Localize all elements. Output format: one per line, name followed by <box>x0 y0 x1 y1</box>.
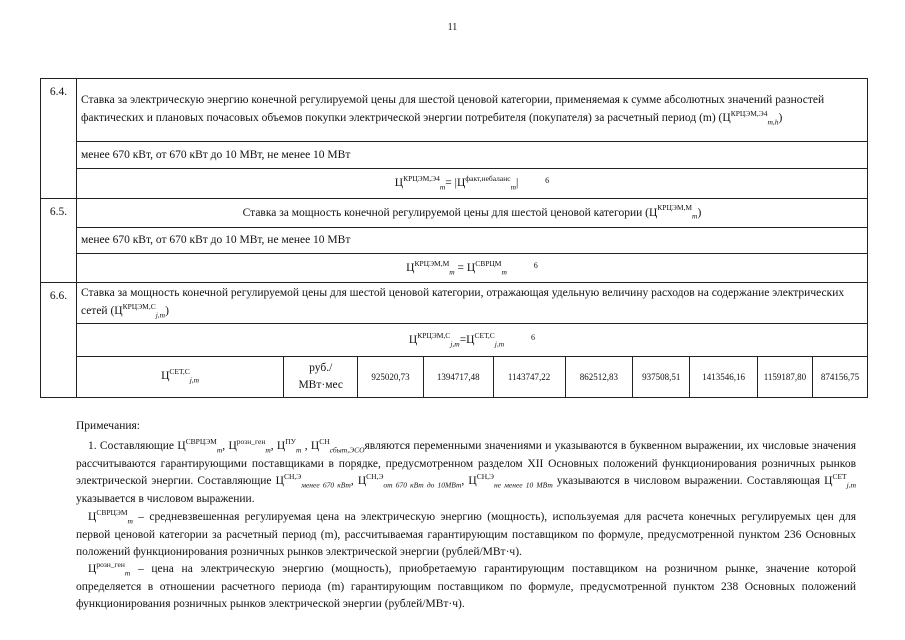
value-cell: 925020,73 <box>358 357 424 398</box>
value-cell: 1413546,16 <box>690 357 758 398</box>
row-6-6-tick: 6 <box>531 332 536 342</box>
row-6-5-title: Ставка за мощность конечной регулируемой цены для шестой ценовой категории $(Ц^{КРЦЭМ,М}_m)$ <box>76 199 867 228</box>
row-6-4-categories: менее 670 кВт, от 670 кВт до 10 МВт, не менее 10 МВт <box>76 142 867 169</box>
row-6-6-title: Ставка за мощность конечной регулируемой цены для шестой ценовой категории, отражающая удельную величину расходов на содержание электрических сетей $(Ц^{КРЦЭМ,С}_{j,m})$ <box>76 283 867 324</box>
row-6-4-title <box>76 79 867 142</box>
row-6-6-formula: $Ц^{КРЦЭМ,С}_{j,m}=Ц^{СЕТ,С}_{j,m}$ $^6$ <box>76 324 867 357</box>
value-cell: 937508,51 <box>633 357 690 398</box>
value-cell: 1159187,80 <box>757 357 812 398</box>
row-6-5-formula: $Ц^{КРЦЭМ,М}_m = Ц^{СВРЦМ}_m$ $^6$ <box>76 254 867 283</box>
note-3: $Ц^{розн\_ген}_m$ – цена на электрическую энергию (мощность), приобретаемую гарантирующим поставщиком на розничном рынке, значение которой определяется в отношении расчетного периода (m) гарантирующим поставщиком по формуле, предусмотренной пунктом 238 Основных положений функционирования розничных рынков электрической энергии (рублей/МВт·ч). <box>76 560 856 611</box>
row-6-6-data-symbol: $Ц^{СЕТ,С}_{j,m}$ <box>76 357 283 398</box>
row-6-6-values <box>41 357 868 398</box>
value-cell: 1143747,22 <box>493 357 565 398</box>
note-2: $Ц^{СВРЦЭМ}_m$ – средневзвешенная регулируемая цена на электрическую энергию (мощность), используемая для расчета конечных регулируемых цен для первой ценовой категории за расчетный период (m), рассчитываемая гарантирующим поставщиком по формуле, предусмотренной пунктом 236 Основных положений функционирования розничных рынков электрической энергии (рублей/МВт·ч). <box>76 508 856 558</box>
row-6-4-title-text: Ставка за электрическую энергию конечной регулируемой цены для шестой ценовой категории, применяемая к сумме абсолютных значений разностей фактических и плановых почасовых объемов покупки электрической энергии потребителя (покупателя) за расчетный период (m) <box>80 94 825 124</box>
notes-section <box>76 418 856 613</box>
page-number: 11 <box>447 22 458 33</box>
note-1: 1. Составляющие $Ц^{СВРЦЭМ}_m$, $Ц^{розн\_ген}_m$, $Ц^{ПУ}_m$ , $Ц^{СН}_{сбыт,ЭСО}являются$ переменными значениями и указываются в буквенном выражении, их числовые значения рассчитываются гарантирующими поставщиками в порядке, предусмотренном разделом XII Основных положений функционирования розничных рынков электрической энергии. Составляющие $Ц^{СН,Э}_{менее 670 кВт}$, $Ц^{СН,Э}_{от 670 кВт до 10МВт}$, $Ц^{СН,Э}_{не менее 10 МВт}$ указываются в числовом выражении. Составляющая $Ц^{СЕТ}_{j,m}$ указывается в числовом выражении. <box>76 436 856 506</box>
row-6-5-categories: менее 670 кВт, от 670 кВт до 10 МВт, не менее 10 МВт <box>76 227 867 254</box>
notes-title: Примечания: <box>76 420 140 432</box>
value-cell: 862512,83 <box>565 357 633 398</box>
row-number-6-5: 6.5. <box>41 199 77 283</box>
row-6-4-tick: 6 <box>545 175 550 185</box>
row-6-4-symbol: $(Ц^{КРЦЭМ,Э4}_{m,h})$ <box>718 108 783 127</box>
value-cell: 874156,75 <box>812 357 867 398</box>
value-cell: 1394717,48 <box>423 357 493 398</box>
tariff-table <box>40 78 868 398</box>
row-6-5-tick: 6 <box>533 260 538 270</box>
row-number-6-4: 6.4. <box>41 79 77 199</box>
row-number-6-6: 6.6. <box>41 283 77 398</box>
row-6-4-formula: $Ц^{КРЦЭМ,Э4}_m= |Ц^{факт,небаланс}_m|$ $^6$ <box>76 168 867 199</box>
row-6-6-unit: руб./ МВт·мес <box>284 357 358 398</box>
